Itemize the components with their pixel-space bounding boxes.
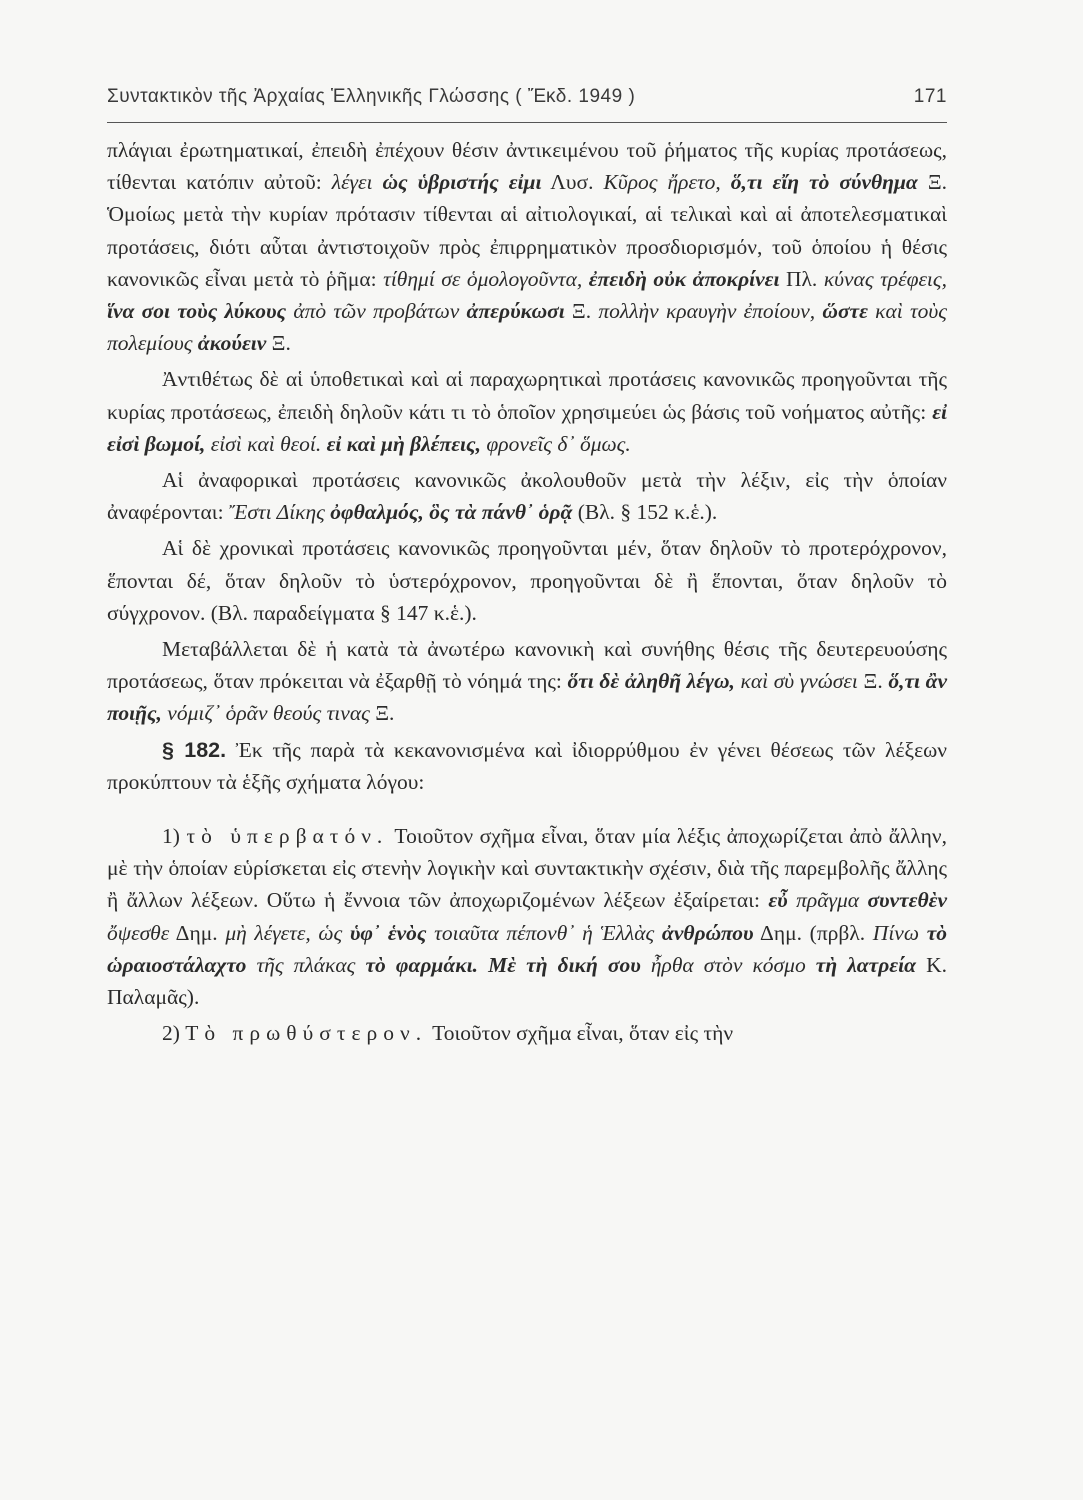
section-paragraph: § 182. Ἐκ τῆς παρὰ τὰ κεκανονισμένα καὶ ἰδιορρύθμου ἐν γένει θέσεως τῶν λέξεων προκύπτουν τὰ ἑξῆς σχήματα λόγου: — [107, 737, 947, 794]
text-body — [107, 134, 947, 1049]
term: Τὸ πρωθύστερον. — [185, 1021, 428, 1046]
section-number: § 182. — [162, 737, 227, 762]
paragraph: Μεταβάλλεται δὲ ἡ κατὰ τὰ ἀνωτέρω κανονικὴ καὶ συνήθης θέσις τῆς δευτερευούσης προτάσεως, ὅταν πρόκειται νὰ ἐξαρθῇ τὸ νόημά της: ὅτι δὲ ἀληθῆ λέγω, καὶ σὺ γνώσει Ξ. ὅ,τι ἂν ποιῇς, νόμιζ᾽ ὁρᾶν θεούς τινας Ξ. — [107, 637, 948, 726]
term: τὸ ὑπερβατόν. — [186, 824, 389, 849]
paragraph: Αἱ ἀναφορικαὶ προτάσεις κανονικῶς ἀκολουθοῦν μετὰ τὴν λέξιν, εἰς τὴν ὁποίαν ἀναφέρονται: Ἔστι Δίκης ὀφθαλμός, ὃς τὰ πάνθ᾽ ὁρᾷ (Βλ. § 152 κ.ἑ.). — [107, 468, 947, 525]
paragraph: Αἱ δὲ χρονικαὶ προτάσεις κανονικῶς προηγοῦνται μέν, ὅταν δηλοῦν τὸ προτερόχρονον, ἕπονται δέ, ὅταν δηλοῦν τὸ ὑστερόχρονον, προηγοῦνται δὲ ἢ ἕπονται, ὅταν δηλοῦν τὸ σύγχρονον. (Βλ. παραδείγματα § 147 κ.ἑ.). — [107, 536, 947, 625]
figure-of-speech-2: 2) Τὸ πρωθύστερον. Τοιοῦτον σχῆμα εἶναι, ὅταν εἰς τὴν — [162, 1021, 734, 1046]
paragraph: πλάγιαι ἐρωτηματικαί, ἐπειδὴ ἐπέχουν θέσιν ἀντικειμένου τοῦ ῥήματος τῆς κυρίας προτάσεως, τίθενται κατόπιν αὐτοῦ: λέγει ὡς ὑβριστής εἰμι Λυσ. Κῦρος ἤρετο, ὅ,τι εἴη τὸ σύνθημα Ξ. Ὁμοίως μετὰ τὴν κυρίαν πρότασιν τίθενται αἱ αἰτιολογικαί, αἱ τελικαὶ καὶ αἱ ἀποτελεσματικαὶ προτάσεις, διότι αὗται ἀντιστοιχοῦν πρὸς ἐπιρρηματικὸν προσδιορισμόν, τοῦ ὁποίου ἡ θέσις κανονικῶς εἶναι μετὰ τὸ ῥῆμα: τίθημί σε ὁμολογοῦντα, ἐπειδὴ οὐκ ἀποκρίνει Πλ. κύνας τρέφεις, ἵνα σοι τοὺς λύκους ἀπὸ τῶν προβάτων ἀπερύκωσι Ξ. πολλὴν κραυγὴν ἐποίουν, ὥστε καὶ τοὺς πολεμίους ἀκούειν Ξ. — [107, 138, 948, 356]
paragraph: Ἀντιθέτως δὲ αἱ ὑποθετικαὶ καὶ αἱ παραχωρητικαὶ προτάσεις κανονικῶς προηγοῦνται τῆς κυρίας προτάσεως, ἐπειδὴ δηλοῦν κάτι τι τὸ ὁποῖον χρησιμεύει ὡς βάσις τοῦ νοήματος αὐτῆς: εἰ εἰσὶ βωμοί, εἰσὶ καὶ θεοί. εἰ καὶ μὴ βλέπεις, φρονεῖς δ᾽ ὅμως. — [107, 367, 947, 456]
header-rule — [107, 122, 947, 123]
running-header — [107, 86, 947, 120]
figure-of-speech-1: 1) τὸ ὑπερβατόν. Τοιοῦτον σχῆμα εἶναι, ὅταν μία λέξις ἀποχωρίζεται ἀπὸ ἄλλην, μὲ τὴν ὁποίαν εὑρίσκεται εἰς στενὴν λογικὴν καὶ συντακτικὴν σχέσιν, διὰ τῆς παρεμβολῆς ἄλλης ἢ ἄλλων λέξεων. Οὕτω ἡ ἔννοια τῶν ἀποχωριζομένων λέξεων ἐξαίρεται: εὖ πρᾶγμα συντεθὲν ὄψεσθε Δημ. μὴ λέγετε, ὡς ὑφ᾽ ἑνὸς τοιαῦτα πέπονθ᾽ ἡ Ἑλλὰς ἀνθρώπου Δημ. (πρβλ. Πίνω τὸ ὡραιοστάλαχτο τῆς πλάκας τὸ φαρμάκι. Μὲ τὴ δική σου ἦρθα στὸν κόσμο τὴ λατρεία Κ. Παλαμᾶς). — [107, 824, 947, 1010]
book-title: Συντακτικὸν τῆς Ἀρχαίας Ἑλληνικῆς Γλώσσης ( Ἔκδ. 1949 ) — [107, 86, 636, 107]
page-number: 171 — [913, 86, 947, 107]
